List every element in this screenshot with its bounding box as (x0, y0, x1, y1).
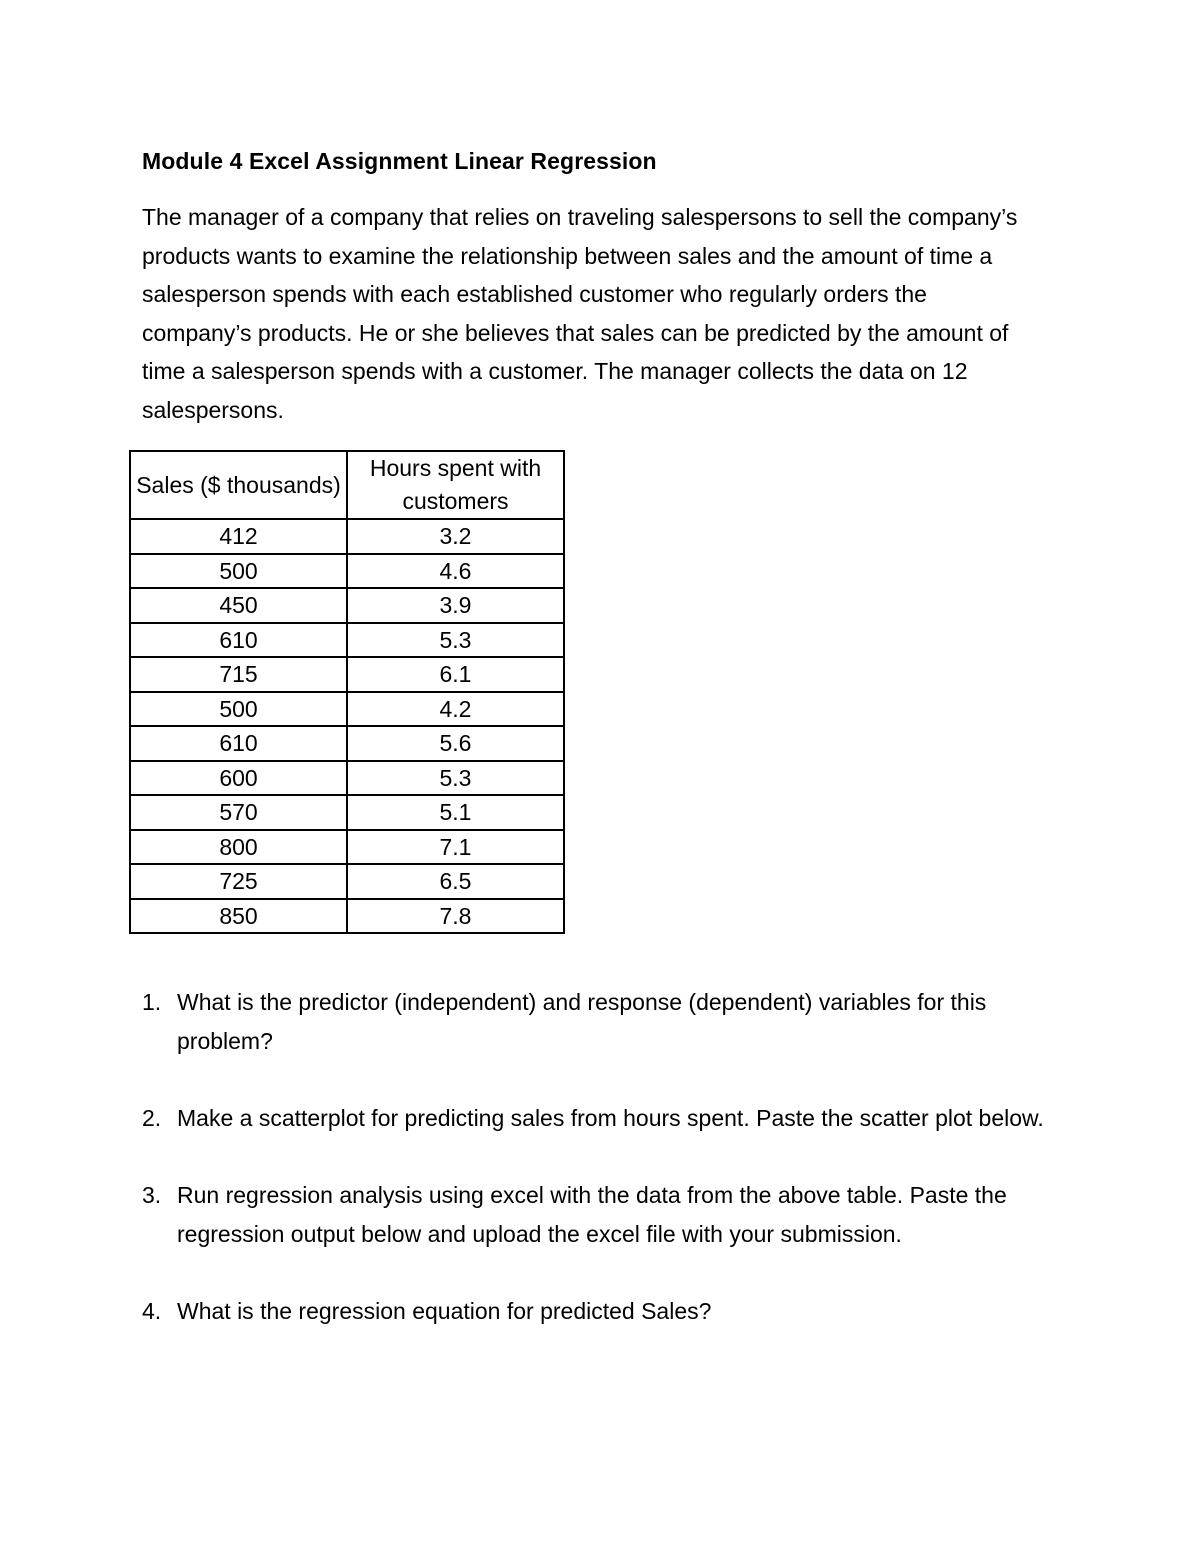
question-text: Make a scatterplot for predicting sales from hours spent. Paste the scatter plot below. (177, 1104, 1044, 1131)
cell-hours: 5.1 (347, 795, 564, 830)
question-text: Run regression analysis using excel with the data from the above table. Paste the regression output below and upload the excel file with your submission. (177, 1181, 1007, 1247)
table-row (130, 830, 564, 865)
cell-hours: 6.5 (347, 864, 564, 899)
intro-paragraph: The manager of a company that relies on traveling salespersons to sell the company’s products wants to examine the relationship between sales and the amount of time a salesperson spends with each established customer who regularly orders the company’s products. He or she believes that sales can be predicted by the amount of time a salesperson spends with a customer. The manager collects the data on 12 salespersons. (142, 204, 1018, 423)
cell-sales: 412 (130, 519, 347, 554)
question-list (142, 983, 1062, 1369)
cell-hours: 5.3 (347, 623, 564, 658)
question-number: 1. (142, 989, 162, 1015)
cell-sales: 715 (130, 657, 347, 692)
cell-hours: 5.6 (347, 726, 564, 761)
cell-hours: 4.2 (347, 692, 564, 727)
column-header-hours: Hours spent with customers (347, 451, 564, 519)
cell-sales: 610 (130, 623, 347, 658)
cell-hours: 3.2 (347, 519, 564, 554)
column-header-sales: Sales ($ thousands) (130, 451, 347, 519)
cell-sales: 500 (130, 554, 347, 589)
table-row (130, 899, 564, 934)
table-row (130, 795, 564, 830)
question-item (142, 983, 1062, 1060)
cell-hours: 7.8 (347, 899, 564, 934)
question-number: 2. (142, 1104, 162, 1131)
question-text: What is the predictor (independent) and response (dependent) variables for this problem? (177, 989, 987, 1054)
cell-sales: 450 (130, 588, 347, 623)
cell-sales: 850 (130, 899, 347, 934)
cell-sales: 570 (130, 795, 347, 830)
cell-hours: 4.6 (347, 554, 564, 589)
cell-hours: 7.1 (347, 830, 564, 865)
cell-sales: 725 (130, 864, 347, 899)
question-text: What is the regression equation for predicted Sales? (177, 1297, 712, 1324)
table-row (130, 726, 564, 761)
table-row (130, 761, 564, 796)
cell-sales: 600 (130, 761, 347, 796)
document-title: Module 4 Excel Assignment Linear Regression (142, 148, 657, 174)
question-item (142, 1292, 1062, 1331)
cell-hours: 5.3 (347, 761, 564, 796)
sales-hours-table (129, 450, 565, 934)
table-row (130, 692, 564, 727)
cell-sales: 610 (130, 726, 347, 761)
cell-sales: 500 (130, 692, 347, 727)
table-header-row (130, 451, 564, 519)
question-item (142, 1176, 1062, 1253)
question-number: 3. (142, 1181, 162, 1208)
question-item (142, 1099, 1062, 1138)
table-row (130, 623, 564, 658)
table-row (130, 519, 564, 554)
table-row (130, 588, 564, 623)
cell-sales: 800 (130, 830, 347, 865)
cell-hours: 3.9 (347, 588, 564, 623)
table-row (130, 554, 564, 589)
table-row (130, 864, 564, 899)
cell-hours: 6.1 (347, 657, 564, 692)
question-number: 4. (142, 1297, 162, 1324)
table-row (130, 657, 564, 692)
